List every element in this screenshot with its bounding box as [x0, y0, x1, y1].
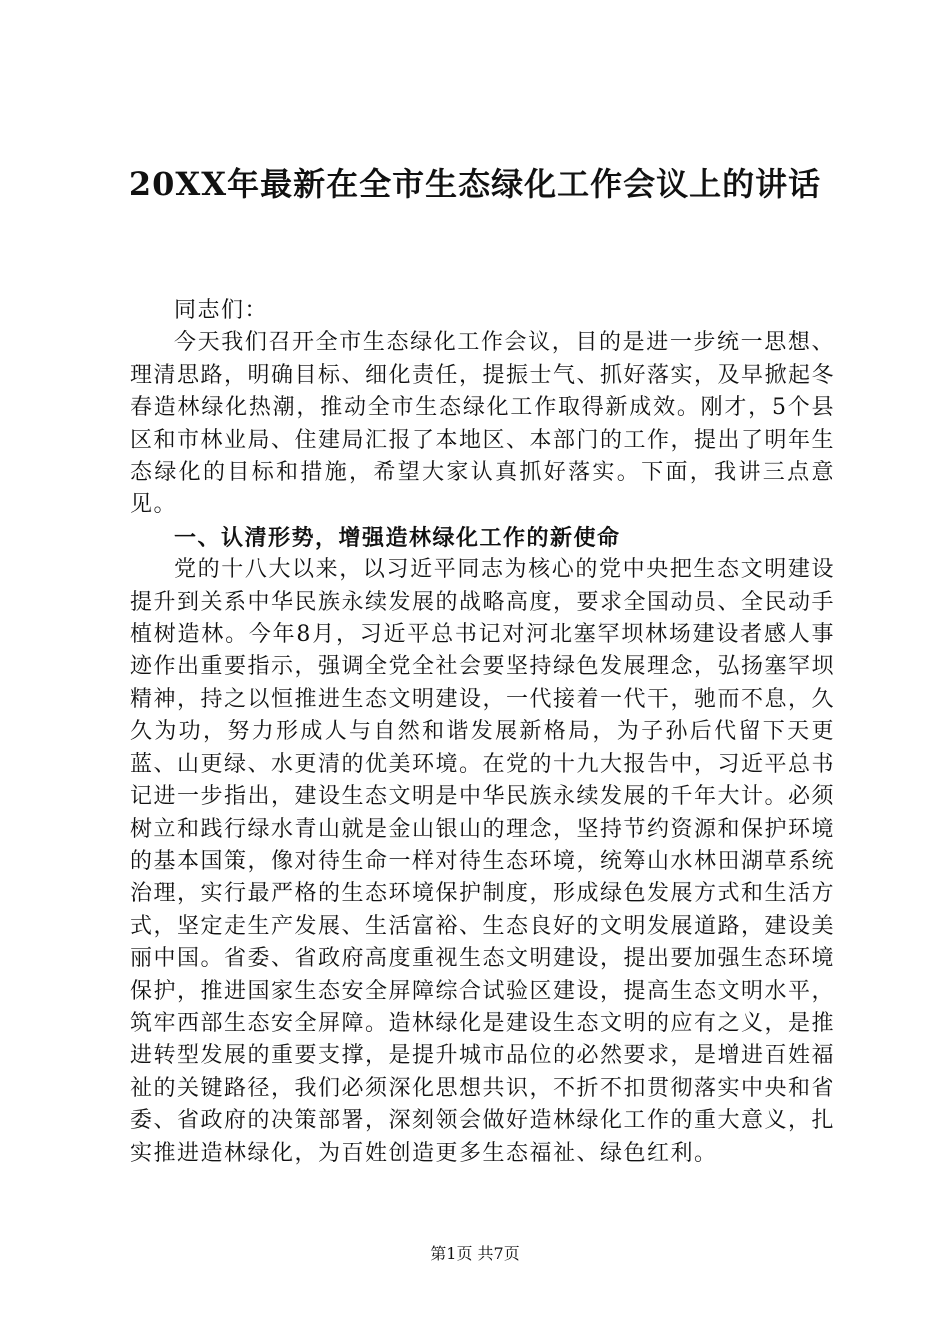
document-title: 20XX年最新在全市生态绿化工作会议上的讲话: [128, 165, 822, 203]
section-paragraph: 党的十八大以来，以习近平同志为核心的党中央把生态文明建设提升到关系中华民族永续发展的战略高度，要求全国动员、全民动手植树造林。今年8月，习近平总书记对河北塞罕坝林场建设者感人事迹作出重要指示，强调全党全社会要坚持绿色发展理念，弘扬塞罕坝精神，持之以恒推进生态文明建设，一代接着一代干，驰而不息，久久为功，努力形成人与自然和谐发展新格局，为子孙后代留下天更蓝、山更绿、水更清的优美环境。在党的十九大报告中，习近平总书记进一步指出，建设生态文明是中华民族永续发展的千年大计。必须树立和践行绿水青山就是金山银山的理念，坚持节约资源和保护环境的基本国策，像对待生命一样对待生态环境，统筹山水林田湖草系统治理，实行最严格的生态环境保护制度，形成绿色发展方式和生活方式，坚定走生产发展、生活富裕、生态良好的文明发展道路，建设美丽中国。省委、省政府高度重视生态文明建设，提出要加强生态环境保护，推进国家生态安全屏障综合试验区建设，提高生态文明水平，筑牢西部生态安全屏障。造林绿化是建设生态文明的应有之义，是推进转型发展的重要支撑，是提升城市品位的必然要求，是增进百姓福祉的关键路径，我们必须深化思想共识，不折不扣贯彻落实中央和省委、省政府的决策部署，深刻领会做好造林绿化工作的重大意义，扎实推进造林绿化，为百姓创造更多生态福祉、绿色红利。: [130, 557, 836, 1166]
section-heading: 一、认清形势，增强造林绿化工作的新使命: [174, 524, 621, 551]
salutation: 同志们：: [174, 298, 269, 323]
document-body: [130, 295, 835, 1170]
intro-paragraph: 今天我们召开全市生态绿化工作会议，目的是进一步统一思想、理清思路，明确目标、细化责任，提振士气、抓好落实，及早掀起冬春造林绿化热潮，推动全市生态绿化工作取得新成效。刚才，5个县区和市林业局、住建局汇报了本地区、本部门的工作，提出了明年生态绿化的目标和措施，希望大家认真抓好落实。下面，我讲三点意见。: [130, 330, 836, 518]
page-footer: 第1页 共7页: [430, 1244, 520, 1263]
